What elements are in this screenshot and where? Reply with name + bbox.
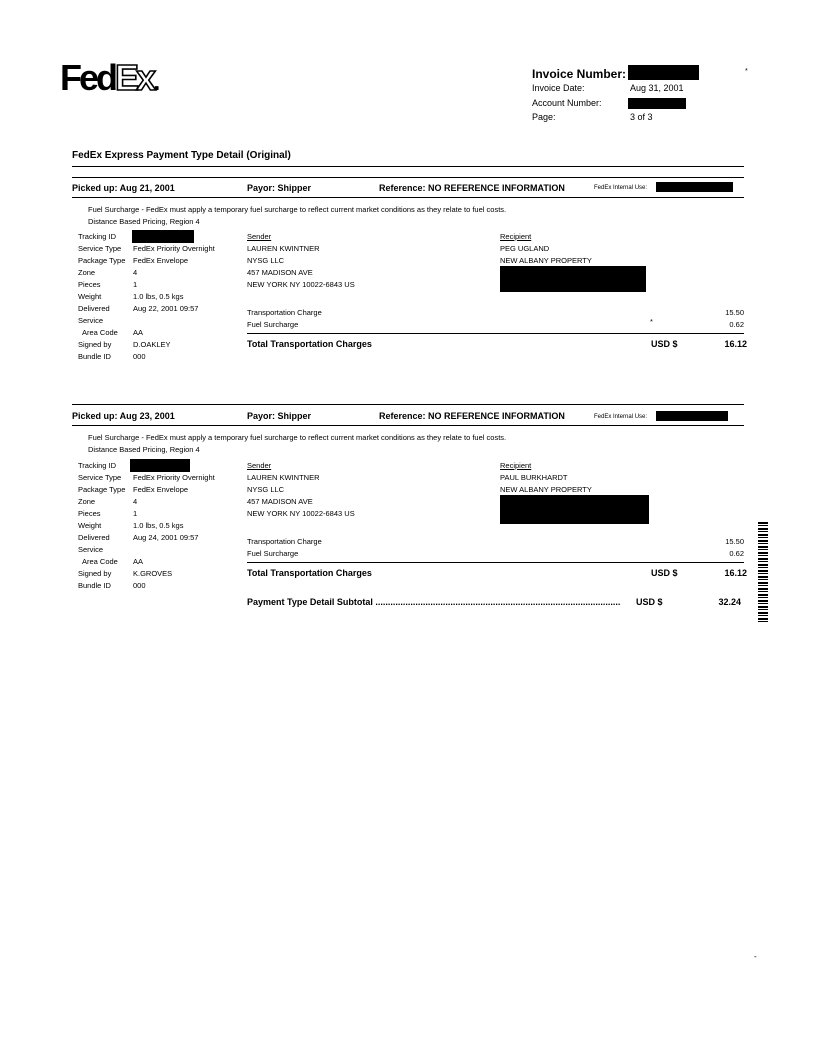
fuel-surcharge-value: 0.62: [729, 320, 744, 329]
invoice-number-label: Invoice Number:: [532, 67, 627, 81]
payor: Payor: Shipper: [247, 411, 312, 421]
page-label: Page:: [532, 112, 556, 122]
internal-use-label: FedEx Internal Use:: [594, 414, 648, 420]
recipient-label: Recipient: [500, 232, 532, 241]
recipient-line: NEW ALBANY PROPERTY: [500, 485, 592, 494]
subtotal-label: Payment Type Detail Subtotal ..................................................................................................: [247, 597, 621, 607]
package-type-value: FedEx Envelope: [133, 485, 189, 494]
delivered-label: Delivered: [78, 533, 110, 542]
pieces-label: Pieces: [78, 509, 101, 518]
recipient-line: PEG UGLAND: [500, 244, 550, 253]
redacted-recipient-address: [500, 495, 649, 524]
signed-by-value: K.GROVES: [133, 569, 173, 578]
delivered-value: Aug 22, 2001 09:57: [133, 304, 199, 313]
redacted-recipient-address: [500, 266, 646, 292]
service-type-label: Service Type: [78, 473, 122, 482]
picked-up: Picked up: Aug 23, 2001: [72, 411, 175, 421]
total-value: 16.12: [724, 568, 747, 578]
total-rule: [247, 333, 744, 334]
reference: Reference: NO REFERENCE INFORMATION: [379, 411, 565, 421]
zone-label: Zone: [78, 268, 96, 277]
sender-line: NEW YORK NY 10022-6843 US: [247, 509, 355, 518]
subtotal-currency: USD $: [636, 597, 663, 607]
shipment-top-rule: [72, 177, 744, 178]
zone-value: 4: [133, 268, 138, 277]
logo-fed: Fed: [60, 57, 116, 98]
transport-charge-label: Transportation Charge: [247, 308, 322, 317]
redacted-tracking-id: [132, 230, 194, 243]
redacted-invoice-number: [628, 65, 699, 80]
transport-charge-value: 15.50: [725, 537, 744, 546]
weight-label: Weight: [78, 521, 102, 530]
fuel-surcharge-label: Fuel Surcharge: [247, 320, 299, 329]
fuel-surcharge-mark: *: [650, 317, 653, 326]
delivered-value: Aug 24, 2001 09:57: [133, 533, 199, 542]
area-code-label: Area Code: [82, 328, 118, 337]
service-type-value: FedEx Priority Overnight: [133, 244, 215, 253]
service-label: Service: [78, 316, 104, 325]
recipient-line: PAUL BURKHARDT: [500, 473, 568, 482]
area-code-value: AA: [133, 557, 144, 566]
title-rule: [72, 166, 744, 167]
service-type-label: Service Type: [78, 244, 122, 253]
redacted-tracking-id: [130, 459, 190, 472]
signed-by-label: Signed by: [78, 569, 112, 578]
sender-label: Sender: [247, 461, 272, 470]
footer-mark: -: [754, 952, 757, 961]
pieces-value: 1: [133, 280, 138, 289]
account-number-label: Account Number:: [532, 98, 602, 108]
total-label: Total Transportation Charges: [247, 568, 372, 578]
sender-line: 457 MADISON AVE: [247, 268, 313, 277]
service-label: Service: [78, 545, 104, 554]
recipient-line: NEW ALBANY PROPERTY: [500, 256, 592, 265]
redacted-internal-use: [656, 182, 733, 192]
bundle-id-value: 000: [133, 352, 146, 361]
bundle-id-label: Bundle ID: [78, 581, 111, 590]
zone-label: Zone: [78, 497, 96, 506]
transport-charge-label: Transportation Charge: [247, 537, 322, 546]
tracking-label: Tracking ID: [78, 232, 117, 241]
transport-charge-value: 15.50: [725, 308, 744, 317]
document-title: FedEx Express Payment Type Detail (Original): [72, 150, 291, 161]
subtotal-value: 32.24: [718, 597, 741, 607]
weight-value: 1.0 lbs, 0.5 kgs: [133, 521, 184, 530]
sender-line: LAUREN KWINTNER: [247, 244, 320, 253]
fuel-surcharge-label: Fuel Surcharge: [247, 549, 299, 558]
signed-by-value: D.OAKLEY: [133, 340, 171, 349]
shipment-header-rule: [72, 425, 744, 426]
fuel-note: Fuel Surcharge - FedEx must apply a temporary fuel surcharge to reflect current market conditions as they relate to fuel costs.: [88, 433, 507, 442]
internal-use-label: FedEx Internal Use:: [594, 185, 648, 191]
service-type-value: FedEx Priority Overnight: [133, 473, 215, 482]
invoice-date-label: Invoice Date:: [532, 83, 585, 93]
sender-line: NYSG LLC: [247, 256, 285, 265]
recipient-label: Recipient: [500, 461, 532, 470]
weight-value: 1.0 lbs, 0.5 kgs: [133, 292, 184, 301]
total-rule: [247, 562, 744, 563]
sender-line: NYSG LLC: [247, 485, 285, 494]
pieces-label: Pieces: [78, 280, 101, 289]
package-type-label: Package Type: [78, 485, 126, 494]
barcode: [758, 522, 768, 622]
logo-ex: Ex: [115, 57, 154, 98]
redacted-account-number: [628, 98, 686, 109]
tracking-label: Tracking ID: [78, 461, 117, 470]
delivered-label: Delivered: [78, 304, 110, 313]
total-currency: USD $: [651, 568, 678, 578]
bundle-id-value: 000: [133, 581, 146, 590]
pricing-note: Distance Based Pricing, Region 4: [88, 217, 200, 226]
total-label: Total Transportation Charges: [247, 339, 372, 349]
payor: Payor: Shipper: [247, 183, 312, 193]
fuel-note: Fuel Surcharge - FedEx must apply a temporary fuel surcharge to reflect current market conditions as they relate to fuel costs.: [88, 205, 507, 214]
weight-label: Weight: [78, 292, 102, 301]
pieces-value: 1: [133, 509, 138, 518]
area-code-value: AA: [133, 328, 144, 337]
page-value: 3 of 3: [630, 112, 653, 122]
total-value: 16.12: [724, 339, 747, 349]
sender-label: Sender: [247, 232, 272, 241]
invoice-date-value: Aug 31, 2001: [630, 83, 684, 93]
package-type-value: FedEx Envelope: [133, 256, 189, 265]
sender-line: LAUREN KWINTNER: [247, 473, 320, 482]
zone-value: 4: [133, 497, 138, 506]
total-currency: USD $: [651, 339, 678, 349]
fedex-logo: [60, 57, 161, 99]
package-type-label: Package Type: [78, 256, 126, 265]
fuel-surcharge-value: 0.62: [729, 549, 744, 558]
sender-line: NEW YORK NY 10022-6843 US: [247, 280, 355, 289]
logo-dot: .: [153, 66, 161, 96]
shipment-top-rule: [72, 404, 744, 405]
pricing-note: Distance Based Pricing, Region 4: [88, 445, 200, 454]
shipment-header-rule: [72, 197, 744, 198]
sender-line: 457 MADISON AVE: [247, 497, 313, 506]
bundle-id-label: Bundle ID: [78, 352, 111, 361]
picked-up: Picked up: Aug 21, 2001: [72, 183, 175, 193]
corner-mark: *: [745, 68, 748, 75]
redacted-internal-use: [656, 411, 728, 421]
signed-by-label: Signed by: [78, 340, 112, 349]
reference: Reference: NO REFERENCE INFORMATION: [379, 183, 565, 193]
area-code-label: Area Code: [82, 557, 118, 566]
